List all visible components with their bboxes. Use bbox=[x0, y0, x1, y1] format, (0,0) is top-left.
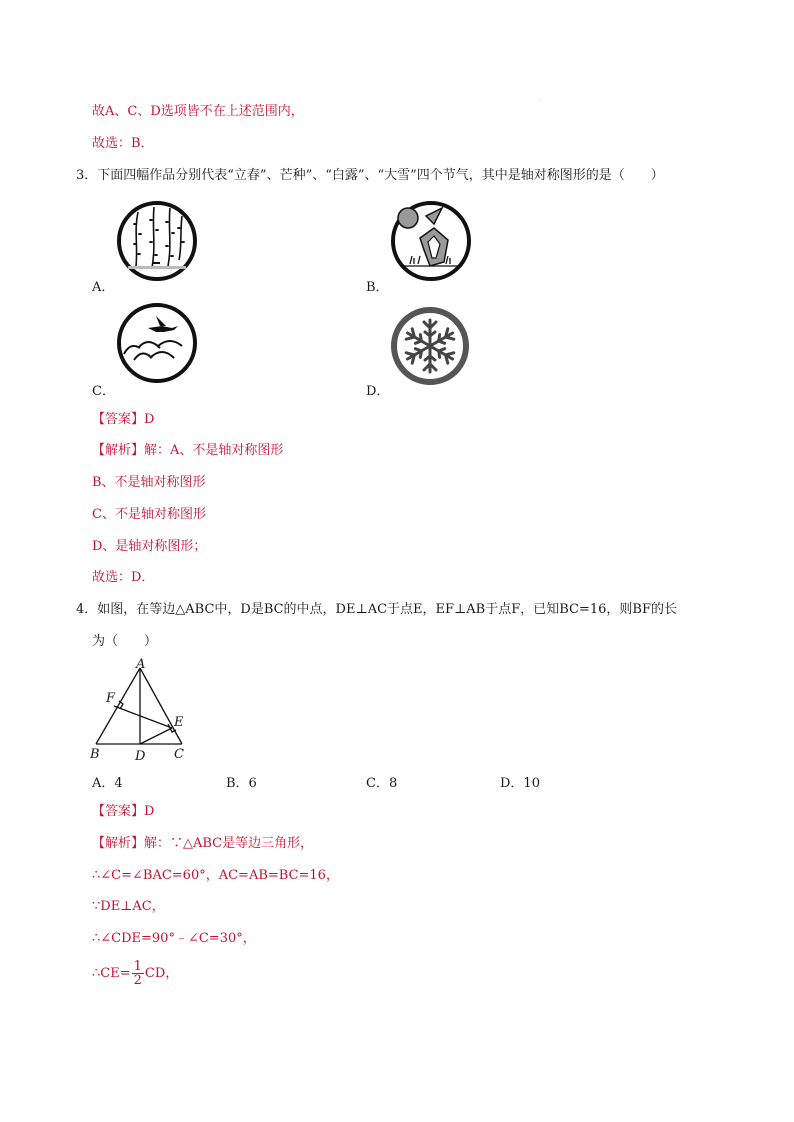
q4-option-d: D．10 bbox=[500, 776, 540, 791]
mountain-landscape-icon bbox=[390, 200, 472, 282]
fraction-denominator: 2 bbox=[133, 973, 142, 988]
q4-analysis-5-pre: ∴CE= bbox=[92, 966, 131, 981]
q4-analysis-2: ∴∠C=∠BAC=60°，AC=AB=BC=16， bbox=[92, 868, 339, 883]
q3-analysis-a: 【解析】解：A、不是轴对称图形 bbox=[92, 443, 284, 458]
stray-dot: . bbox=[540, 96, 542, 103]
equilateral-triangle-figure bbox=[86, 656, 196, 764]
q4-analysis-3: ∵DE⊥AC， bbox=[92, 899, 165, 914]
fraction-one-half bbox=[132, 960, 144, 987]
q4-option-a: A．4 bbox=[92, 776, 123, 791]
fraction-numerator: 1 bbox=[133, 959, 142, 974]
q3-option-b-label: B． bbox=[366, 280, 389, 295]
q3-option-c-label: C． bbox=[92, 384, 115, 399]
point-b-label: B bbox=[90, 747, 100, 762]
q3-option-d-label: D． bbox=[366, 384, 390, 399]
q3-stem: 3．下面四幅作品分别代表“立春”、芒种”、“白露”、“大雪”四个节气，其中是轴对称图形的是（ ） bbox=[76, 168, 664, 183]
willow-branches-icon bbox=[116, 200, 198, 282]
point-a-label: A bbox=[136, 657, 146, 672]
point-f-label: F bbox=[106, 691, 116, 706]
q4-analysis-5-post: CD， bbox=[144, 966, 179, 981]
q4-stem-line1: 4．如图，在等边△ABC中，D是BC的中点，DE⊥AC于点E，EF⊥AB于点F，已知BC=16，则BF的长 bbox=[76, 602, 677, 617]
q4-analysis-4: ∴∠CDE=90°﹣∠C=30°， bbox=[92, 931, 256, 946]
q4-option-b: B．6 bbox=[226, 776, 257, 791]
q4-analysis-5 bbox=[92, 960, 178, 988]
q3-answer: 【答案】D bbox=[92, 412, 155, 427]
prev-conclusion-line: 故A、C、D选项皆不在上述范围内， bbox=[92, 104, 304, 119]
point-c-label: C bbox=[174, 747, 184, 762]
prev-answer-line: 故选：B． bbox=[92, 136, 154, 151]
q4-analysis-1: 【解析】解：∵△ABC是等边三角形， bbox=[92, 836, 314, 851]
point-d-label: D bbox=[135, 749, 146, 764]
q3-analysis-c: C、不是轴对称图形 bbox=[92, 507, 206, 522]
q4-option-c: C．8 bbox=[366, 776, 398, 791]
point-e-label: E bbox=[174, 715, 184, 730]
q3-analysis-d: D、是轴对称图形； bbox=[92, 539, 207, 554]
q3-analysis-b: B、不是轴对称图形 bbox=[92, 475, 206, 490]
q3-conclusion: 故选：D． bbox=[92, 570, 155, 585]
snowflake-icon bbox=[390, 306, 470, 386]
q4-answer: 【答案】D bbox=[92, 804, 155, 819]
q4-stem-line2: 为（ ） bbox=[92, 634, 158, 649]
bird-clouds-icon bbox=[116, 302, 198, 384]
q3-option-a-label: A． bbox=[92, 280, 115, 295]
